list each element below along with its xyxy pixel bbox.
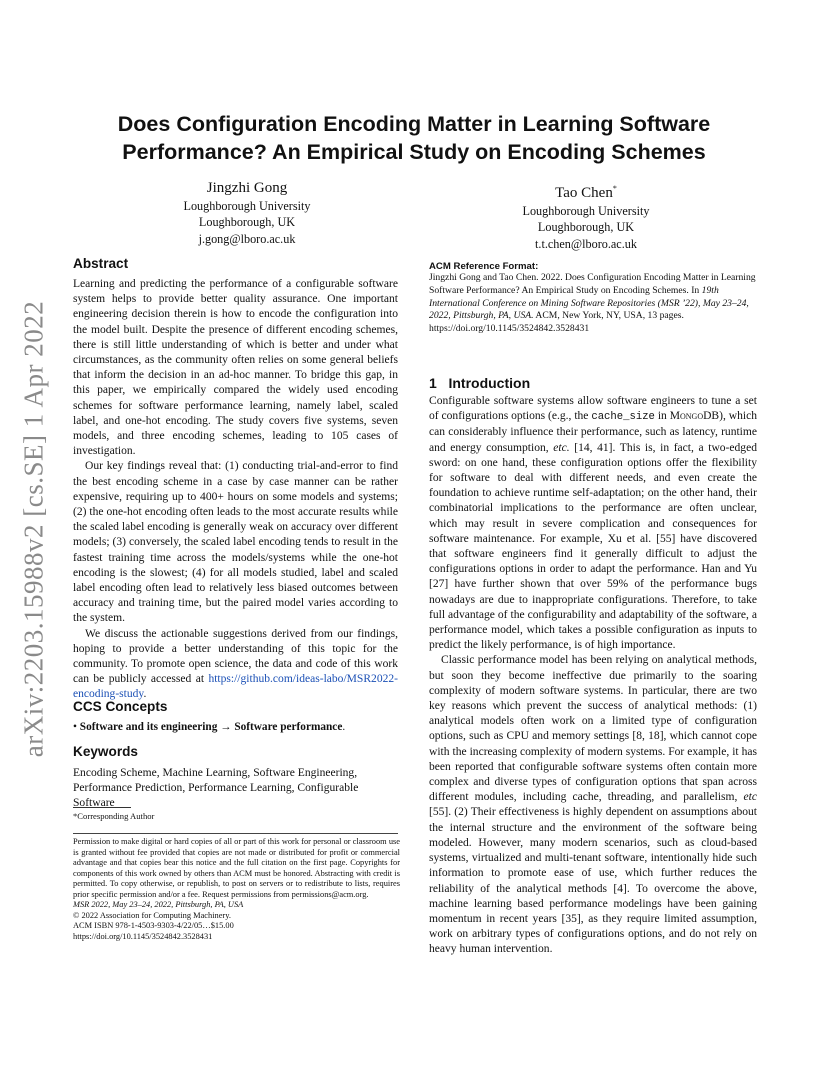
abstract-text: We discuss the actionable suggestions derived from our findings, hoping to provide a better understanding of this topic for the community. To promote open science, the data and code of this work can be publicly accessed at [73, 627, 398, 686]
footnote: *Corresponding Author [73, 811, 155, 821]
ccs-heading: CCS Concepts [73, 699, 168, 714]
period: . [342, 721, 346, 733]
arrow: → [220, 721, 232, 733]
abstract-paragraph: Learning and predicting the performance of a configurable software system helps to provide better quality assurance. One important engineering decision therein is how to encode the configuration into the model built. Despite the presence of different encoding schemes, there is still little understanding of which is better and under what circumstances, as the community often relies on some general beliefs that inform the decision in an ad-hoc manner. To bridge this gap, in this paper, we empirically compared the widely used encoding schemes for software performance learning, namely label, scaled label, and one-hot encoding. The study covers five systems, seven models, and three encoding schemes, leading to 105 cases of investigation. [73, 278, 398, 458]
ccs-concept: Software and its engineering [79, 721, 218, 733]
keywords-text: Encoding Scheme, Machine Learning, Software Engineering, Performance Prediction, Performance Learning, Configurable Software [73, 767, 359, 810]
text: ), which can considerably influence their performance, such as latency, runtime and energy consumption, [429, 410, 757, 454]
bullet: • [73, 721, 77, 733]
ccs-concepts [73, 721, 398, 733]
author-block-2 [488, 179, 684, 252]
introduction-body [429, 394, 757, 958]
text: in [657, 410, 667, 423]
author-email: t.t.chen@lboro.ac.uk [535, 236, 637, 251]
abstract-paragraph: Our key findings reveal that: (1) conducting trial-and-error to find the best encoding scheme in a case by case manner can be rather expensive, requiring up to 400+ hours on some models and systems; (2) the one-hot encoding often leads to the most accurate results while the scaled label encoding is generally weak on accuracy over different models; (3) conversely, the scaled label encoding tends to result in the fastest training time across the models/systems while the one-hot encoding is the slowest; (4) for all models studied, label and scaled label encoding often lead to relatively less biased outcomes between accuracy and training time, but the paired model varies according to the system. [73, 460, 398, 625]
conference-line: MSR 2022, May 23–24, 2022, Pittsburgh, PA, USA [73, 900, 244, 910]
acm-reference-heading: ACM Reference Format: [429, 261, 539, 272]
author-name: Tao Chen [555, 185, 613, 201]
permission-text: Permission to make digital or hard copies of all or part of this work for personal or classroom use is granted without fee provided that copies are not made or distributed for profit or commercial advantage and that copies bear this notice and the full citation on the first page. Copyrights for components of this work owned by others than ACM must be honored. Abstracting with credit is permitted. To copy otherwise, or republish, to post on servers or to redistribute to lists, requires prior specific permission and/or a fee. Request permissions from permissions@acm.org. [73, 837, 400, 899]
isbn-line: ACM ISBN 978-1-4503-9303-4/22/05…$15.00 [73, 921, 234, 931]
text: [14, 41]. This is, in fact, a two-edged sword: on one hand, these configuration options offer the flexibility for software to deal with different needs, and even create the foundation to achieve runtime self-adaptation; on the other hand, their combinatorial implications to the performance are often unclear, which may result in severe complication and consequences for software maintenance. For example, Xu et al. [55] have discovered that software engineers find it generally difficult to adjust the configurations options in order to adapt the performance. Han and Yu [27] have further shown that over 59% of the performance bugs nowadays are due to inappropriate configurations. Therefore, to take full advantage of the configurability and adaptability of the software, a performance model, which takes a possible configuration as inputs to predict the likely performance, is of high importance. [429, 441, 757, 652]
paper-title: Does Configuration Encoding Matter in Learning Software Performance? An Empirical Study on Encoding Schemes [117, 112, 711, 164]
abstract-paragraph-3 [73, 627, 398, 703]
author-name-wrap [488, 179, 684, 203]
reference-venue: 19th International Conference on Mining Software Repositories (MSR ’22), May 23–24, 2022, Pittsburgh, PA, USA. [429, 284, 749, 322]
acm-reference-body [429, 272, 759, 336]
reference-text: Jingzhi Gong and Tao Chen. 2022. Does Configuration Encoding Matter in Learning Software Performance? An Empirical Study on Encoding Schemes. In [429, 272, 756, 296]
text: Classic performance model has been relying on analytical methods, but soon they become ineffective due primarily to the soaring complexity of modern software systems. In particular, there are two key reasons which prevent the success of analytical methods: (1) analytical models often work on a limited type of configuration options, such as CPU and memory settings [8, 18], which cannot cope with the increasing complexity of modern systems. For example, it has been reported that configurable software systems often contain more complex and diverse types of configuration options that span across different modules, including cache, threading, and parallelism, [429, 654, 757, 804]
author-location: Loughborough, UK [537, 220, 635, 235]
code-option: cache_size [591, 411, 655, 424]
ccs-concept: Software performance [234, 721, 343, 733]
intro-paragraph-2 [429, 653, 757, 957]
system-name: MongoDB [669, 410, 720, 423]
section-number: 1 [429, 375, 437, 391]
copyright-line: © 2022 Association for Computing Machinery. [73, 910, 231, 920]
intro-paragraph-1 [429, 394, 757, 653]
arxiv-id: arXiv:2203.15988v2 [cs.SE] 1 Apr 2022 [18, 300, 49, 758]
author-block-1 [152, 179, 342, 247]
keywords-heading: Keywords [73, 744, 138, 759]
author-affiliation: Loughborough University [183, 199, 311, 213]
doi-line: https://doi.org/10.1145/3524842.3528431 [73, 931, 213, 941]
permission-block [73, 837, 400, 942]
permission-rule [73, 833, 398, 834]
author-location: Loughborough, UK [198, 215, 296, 230]
introduction-heading [429, 375, 530, 391]
reference-details: ACM, New York, NY, USA, 13 pages. https://doi.org/10.1145/3524842.3528431 [429, 310, 684, 335]
section-title: Introduction [448, 375, 531, 391]
abstract-body [73, 277, 398, 703]
text: Configurable software systems allow software engineers to tune a set of configurations options (e.g., the [429, 395, 757, 423]
text: [55]. (2) Their effectiveness is highly dependent on assumptions about the internal structure and the environment of the software being modeled. However, many modern scenarios, such as cloud-based systems, virtualized and multi-tenant software, intentionally hide such information to promote ease of use, which further reduces the reliability of the analytical methods [4]. To overcome the above, machine learning based performance modelings have been gaining momentum in recent years [35], as they require limited assumption, work on arbitrary types of configurations options, and do not rely on heavy human intervention. [429, 806, 757, 956]
code-repo-link[interactable]: https://github.com/ideas-labo/MSR2022-encoding-study [73, 673, 398, 701]
arxiv-stamp [14, 294, 54, 764]
corresponding-marker: * [612, 184, 617, 193]
footnote-rule [73, 807, 131, 808]
author-affiliation: Loughborough University [522, 204, 650, 218]
period: . [143, 688, 147, 701]
etc: etc. [553, 441, 570, 454]
author-name: Jingzhi Gong [206, 180, 288, 196]
author-email: j.gong@lboro.ac.uk [198, 231, 296, 246]
abstract-heading: Abstract [73, 256, 129, 271]
etc: etc [743, 791, 757, 804]
